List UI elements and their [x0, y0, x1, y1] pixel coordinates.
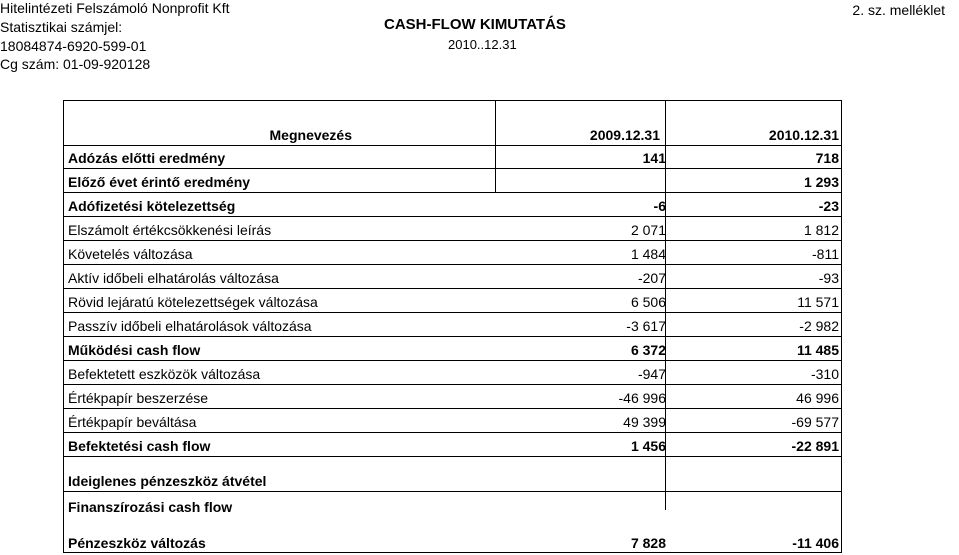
- row-label: Értékpapír beszerzése: [68, 390, 209, 406]
- table-row: [63, 517, 842, 553]
- value-2009: 1 484: [630, 246, 666, 262]
- value-2010: 11 571: [797, 294, 839, 310]
- value-2010: 1 812: [803, 222, 839, 238]
- stat-number: 18084874-6920-599-01: [0, 38, 147, 54]
- column-header-2009: 2009.12.31: [589, 127, 660, 143]
- table-row: [63, 289, 842, 313]
- row-label: Passzív időbeli elhatárolások változása: [68, 318, 312, 334]
- row-label: Ideiglenes pénzeszköz átvétel: [68, 473, 267, 489]
- report-title: CASH-FLOW KIMUTATÁS: [384, 16, 566, 33]
- row-label: Finanszírozási cash flow: [68, 499, 233, 515]
- registration-number: Cg szám: 01-09-920128: [0, 56, 151, 72]
- value-2010: 1 293: [803, 174, 839, 190]
- stat-label: Statisztikai számjel:: [0, 19, 123, 35]
- value-2010: 718: [815, 150, 839, 166]
- row-label: Működési cash flow: [68, 342, 201, 358]
- row-label: Aktív időbeli elhatárolás változása: [68, 270, 279, 286]
- value-2009: 6 506: [630, 294, 666, 310]
- column-header-name: Megnevezés: [269, 127, 352, 143]
- row-label: Befektetési cash flow: [68, 438, 211, 454]
- row-label: Rövid lejáratú kötelezettségek változása: [68, 294, 318, 310]
- company-name: Hitelintézeti Felszámoló Nonprofit Kft: [0, 0, 230, 16]
- value-2009: 7 828: [630, 535, 666, 551]
- row-label: Értékpapír beváltása: [68, 414, 197, 430]
- value-2009: 141: [642, 150, 666, 166]
- table-row: [63, 169, 842, 193]
- value-2009: -207: [637, 270, 666, 286]
- column-header-2010: 2010.12.31: [768, 127, 839, 143]
- value-2010: -310: [810, 366, 839, 382]
- table-row: [63, 265, 842, 289]
- row-label: Követelés változása: [68, 246, 193, 262]
- value-2009: -46 996: [618, 390, 666, 406]
- value-2010: 46 996: [796, 390, 839, 406]
- value-2010: -22 891: [791, 438, 839, 454]
- report-date: 2010..12.31: [448, 37, 517, 52]
- row-label: Előző évet érintő eredmény: [68, 174, 251, 190]
- value-2009: 6 372: [630, 342, 666, 358]
- table-row: [63, 433, 842, 457]
- value-2010: -11 406: [792, 535, 839, 551]
- table-row: [63, 492, 842, 517]
- value-2010: -2 982: [799, 318, 839, 334]
- value-2009: 1 456: [630, 438, 666, 454]
- value-2010: -69 577: [791, 414, 839, 430]
- value-2009: -6: [653, 198, 666, 214]
- table-row: [63, 241, 842, 265]
- table-row: [63, 146, 842, 169]
- table-row: [63, 313, 842, 337]
- row-label: Pénzeszköz változás: [68, 535, 206, 551]
- table-row: [63, 409, 842, 433]
- row-label: Elszámolt értékcsökkenési leírás: [68, 222, 272, 238]
- value-2010: -811: [812, 246, 839, 262]
- annex-label: 2. sz. melléklet: [852, 2, 945, 18]
- value-2009: 49 399: [623, 414, 666, 430]
- value-2009: -947: [637, 366, 666, 382]
- value-2010: -93: [818, 270, 839, 286]
- table-row: [63, 193, 842, 217]
- table-header-row: [63, 100, 842, 146]
- value-2009: -3 617: [626, 318, 666, 334]
- table-row: [63, 385, 842, 409]
- table-row: [63, 217, 842, 241]
- value-2010: 11 485: [796, 342, 839, 358]
- table-row: [63, 361, 842, 385]
- row-label: Adózás előtti eredmény: [68, 150, 226, 166]
- row-label: Adófizetési kötelezettség: [68, 198, 236, 214]
- value-2009: 2 071: [630, 222, 666, 238]
- row-label: Befektetett eszközök változása: [68, 366, 261, 382]
- table-row: [63, 337, 842, 361]
- value-2010: -23: [818, 198, 839, 214]
- table-row: [63, 457, 842, 492]
